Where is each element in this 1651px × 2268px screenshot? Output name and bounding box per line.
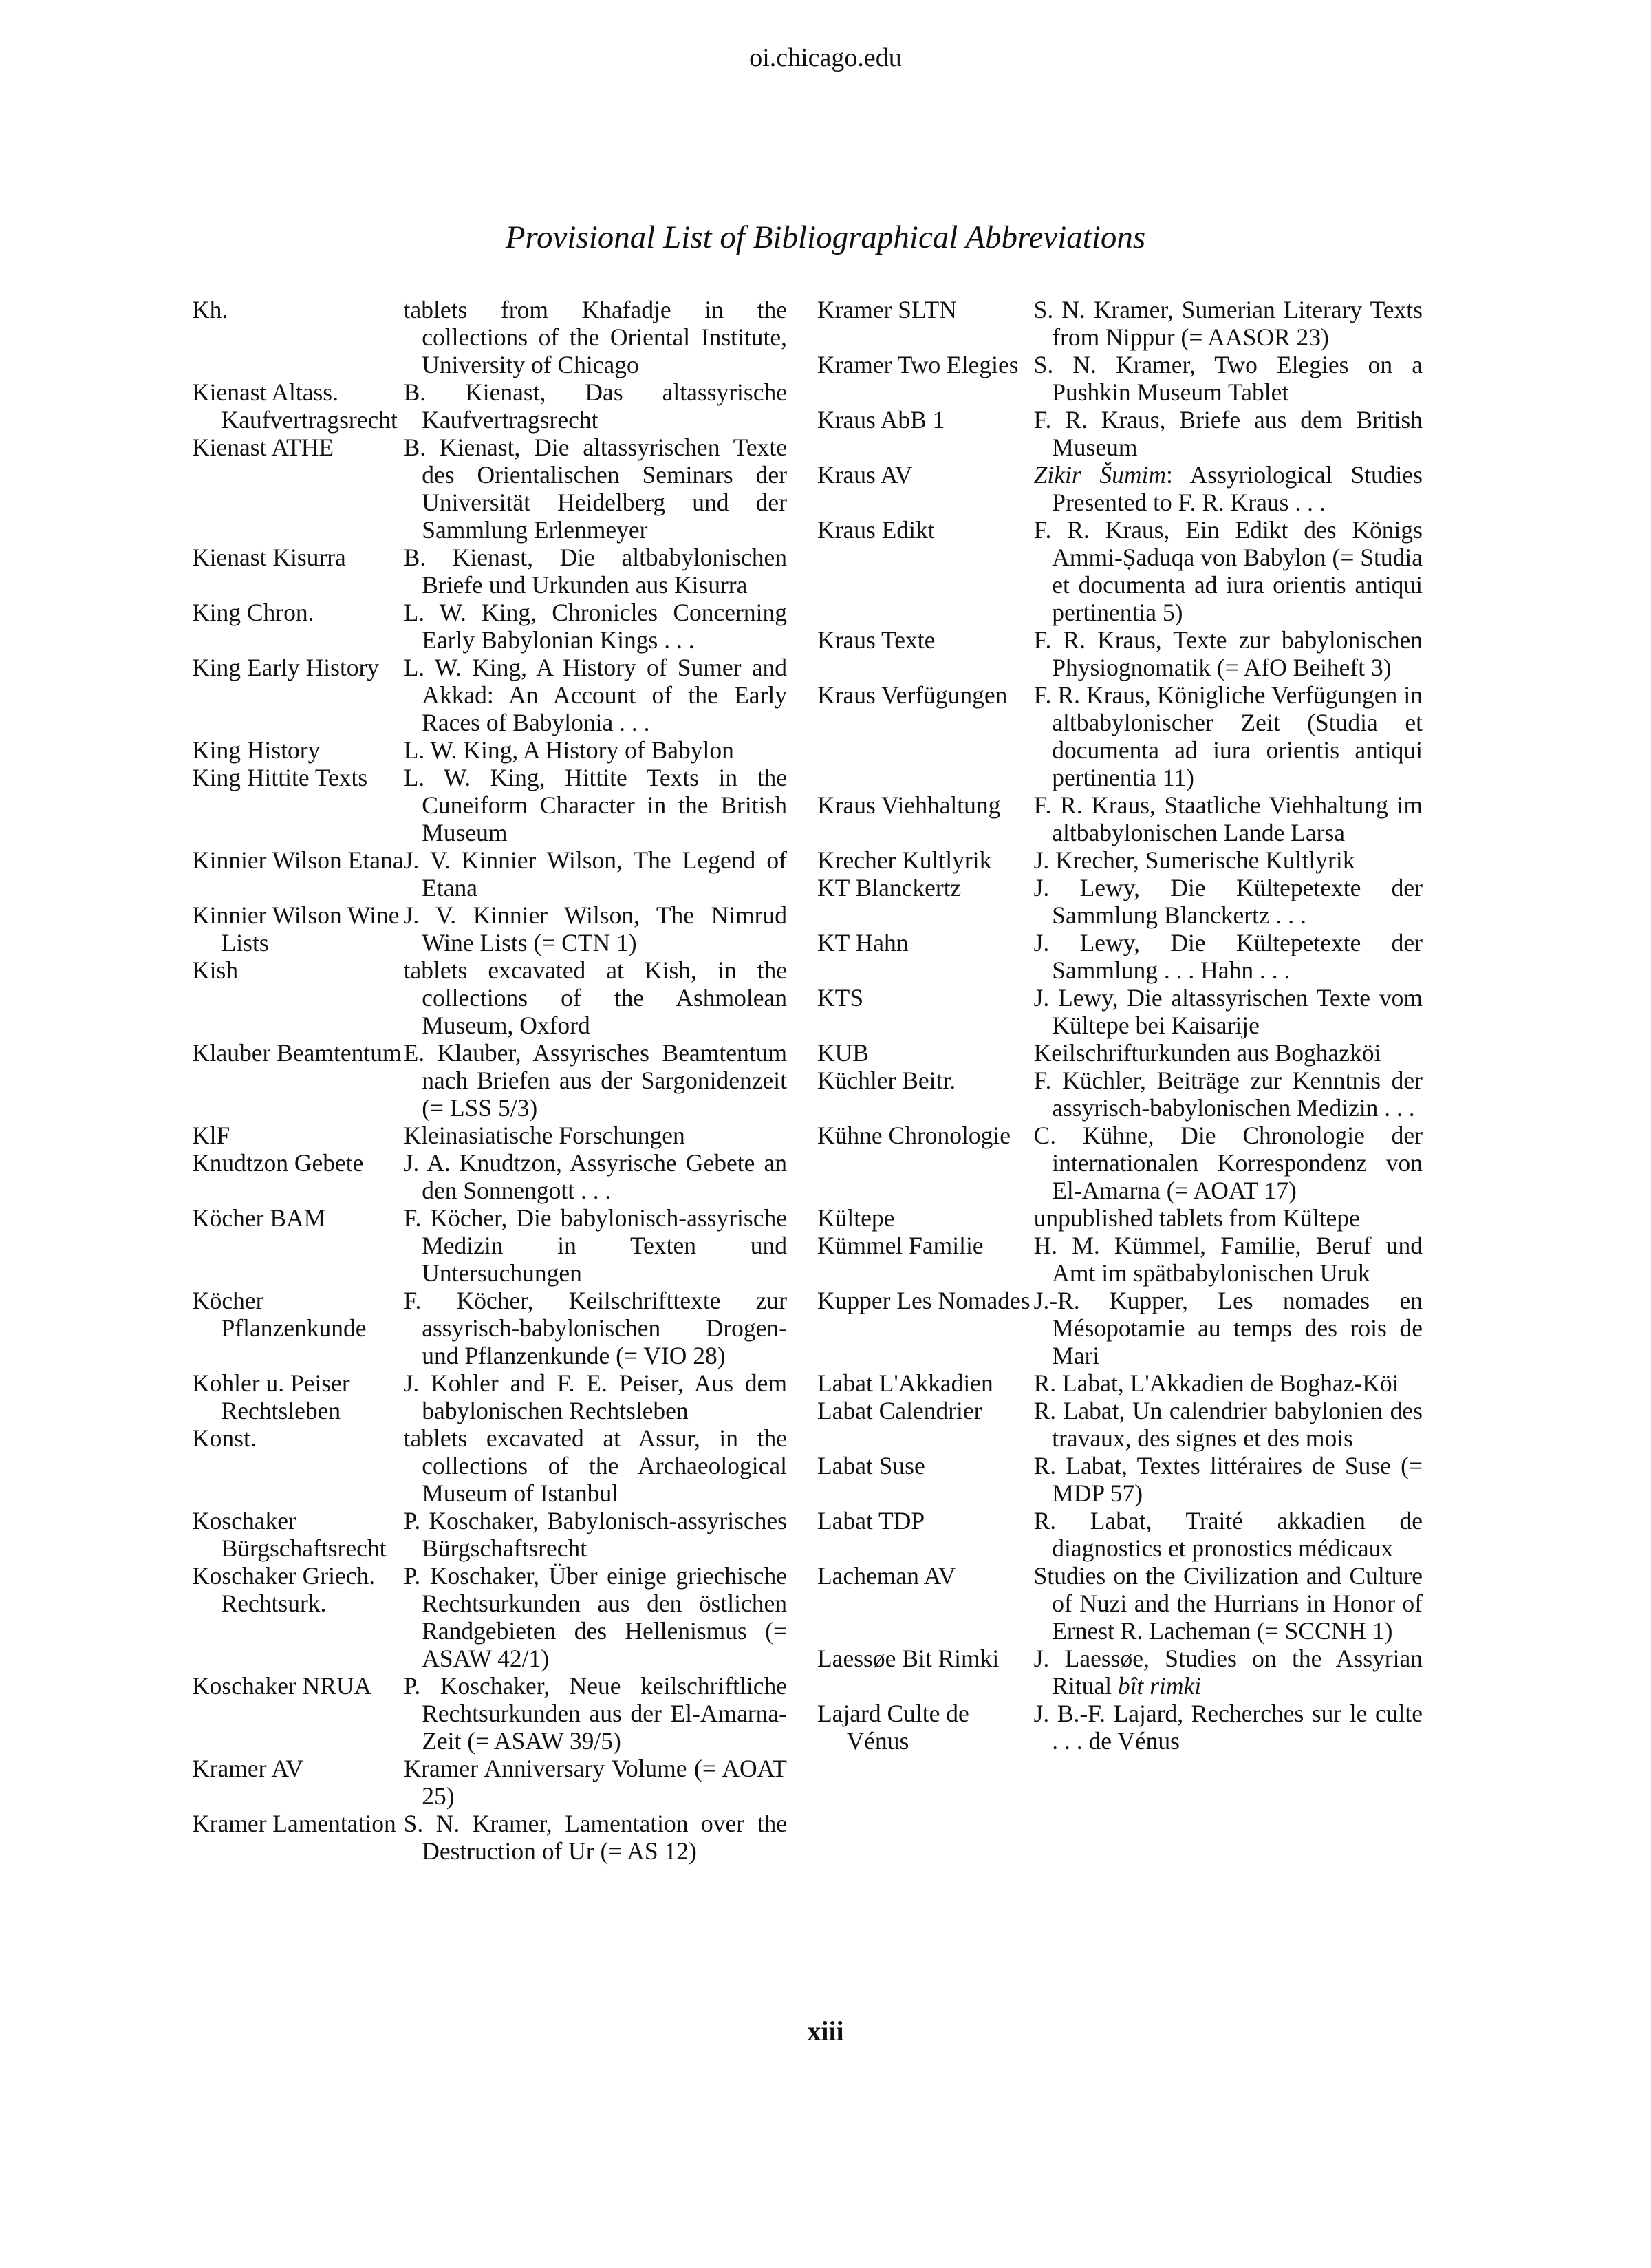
list-item — [817, 406, 1423, 461]
entry-desc: R. Labat, Traité akkadien de diagnostics et pronostics médicaux — [1033, 1507, 1423, 1562]
list-item — [817, 351, 1423, 406]
entry-desc: Studies on the Civilization and Culture of Nuzi and the Hurrians in Honor of Ernest R. Lacheman (= SCCNH 1) — [1033, 1562, 1423, 1645]
list-item — [817, 516, 1423, 626]
entry-desc: J. Lewy, Die altassyrischen Texte vom Kültepe bei Kaisarije — [1033, 984, 1423, 1039]
entry-abbr: Kraus AV — [817, 461, 913, 489]
entry-desc: F. R. Kraus, Texte zur babylonischen Physiognomatik (= AfO Beiheft 3) — [1033, 626, 1423, 681]
list-item — [192, 1122, 787, 1149]
entry-desc: F. Köcher, Keilschrifttexte zur assyrisch-babylonischen Drogen- und Pflanzenkunde (= VIO 28) — [403, 1287, 787, 1369]
entry-desc: P. Koschaker, Neue keilschriftliche Rechtsurkunden aus der El-Amarna-Zeit (= ASAW 39/5) — [403, 1672, 787, 1755]
entry-desc: C. Kühne, Die Chronologie der internationalen Korrespondenz von El-Amarna (= AOAT 17) — [1033, 1122, 1423, 1204]
site-header: oi.chicago.edu — [749, 43, 902, 72]
right-column — [817, 296, 1423, 1755]
entry-abbr: Küchler Beitr. — [817, 1067, 956, 1094]
list-item — [817, 626, 1423, 681]
entry-abbr: Lajard Culte de Vénus — [817, 1700, 969, 1755]
list-item — [192, 1204, 787, 1287]
entry-desc: R. Labat, L'Akkadien de Boghaz-Köi — [1033, 1369, 1399, 1397]
list-item — [817, 929, 1423, 984]
list-item — [817, 1562, 1423, 1645]
entry-desc: P. Koschaker, Über einige griechische Rechtsurkunden aus den östlichen Randgebieten des Hellenismus (= ASAW 42/1) — [403, 1562, 787, 1672]
list-item — [192, 956, 787, 1039]
entry-desc: J. Krecher, Sumerische Kultlyrik — [1033, 846, 1355, 874]
list-item — [817, 1645, 1423, 1700]
entry-abbr: Laessøe Bit Rimki — [817, 1645, 1000, 1672]
entry-abbr: KTS — [817, 984, 864, 1012]
list-item — [192, 764, 787, 846]
entry-desc: Kramer Anniversary Volume (= AOAT 25) — [403, 1755, 787, 1810]
entry-abbr: Klauber Beamtentum — [192, 1039, 402, 1067]
entry-abbr: Köcher Pflanzenkunde — [192, 1287, 367, 1342]
entry-abbr: Kh. — [192, 296, 228, 323]
list-item — [817, 1232, 1423, 1287]
entry-desc: J. V. Kinnier Wilson, The Nimrud Wine Lists (= CTN 1) — [403, 901, 787, 956]
entry-abbr: Lacheman AV — [817, 1562, 956, 1590]
list-item — [192, 1507, 787, 1562]
entry-desc: R. Labat, Textes littéraires de Suse (= MDP 57) — [1033, 1452, 1423, 1507]
entry-desc: E. Klauber, Assyrisches Beamtentum nach Briefen aus der Sargonidenzeit (= LSS 5/3) — [403, 1039, 787, 1122]
left-column — [192, 296, 787, 1865]
list-item — [192, 1424, 787, 1507]
entry-abbr: Kültepe — [817, 1204, 895, 1232]
entry-abbr: KUB — [817, 1039, 869, 1067]
page-title: Provisional List of Bibliographical Abbreviations — [505, 220, 1146, 255]
entry-desc: Kleinasiatische Forschungen — [403, 1122, 685, 1149]
entry-abbr: Labat Calendrier — [817, 1397, 982, 1424]
entry-abbr: Labat TDP — [817, 1507, 925, 1534]
entry-desc: F. R. Kraus, Briefe aus dem British Museum — [1033, 406, 1423, 461]
entry-abbr: Köcher BAM — [192, 1204, 326, 1232]
entry-desc: B. Kienast, Die altassyrischen Texte des Orientalischen Seminars der Universität Heidelberg und der Sammlung Erlenmeyer — [403, 434, 787, 544]
entry-abbr: Labat L'Akkadien — [817, 1369, 993, 1397]
entry-abbr: Kupper Les Nomades — [817, 1287, 1030, 1314]
entry-desc: tablets excavated at Assur, in the collections of the Archaeological Museum of Istanbul — [403, 1424, 787, 1507]
list-item — [192, 1810, 787, 1865]
list-item — [817, 1507, 1423, 1562]
list-item — [192, 1369, 787, 1424]
entry-desc: F. Köcher, Die babylonisch-assyrische Medizin in Texten und Untersuchungen — [403, 1204, 787, 1287]
entry-desc: J. Lewy, Die Kültepetexte der Sammlung . . . Hahn . . . — [1033, 929, 1423, 984]
entry-abbr: Koschaker Bürgschaftsrecht — [192, 1507, 387, 1562]
entry-abbr: Kraus Texte — [817, 626, 936, 654]
list-item — [817, 984, 1423, 1039]
entry-desc: R. Labat, Un calendrier babylonien des travaux, des signes et des mois — [1033, 1397, 1423, 1452]
list-item — [817, 681, 1423, 791]
list-item — [817, 1287, 1423, 1369]
entry-abbr: Kramer SLTN — [817, 296, 957, 323]
entry-abbr: King Hittite Texts — [192, 764, 368, 791]
entry-abbr: Kraus Verfügungen — [817, 681, 1008, 709]
entry-abbr: Kümmel Familie — [817, 1232, 984, 1259]
entry-desc: J. B.-F. Lajard, Recherches sur le culte . . . de Vénus — [1033, 1700, 1423, 1755]
entry-desc-italic: bît rimki — [1117, 1672, 1202, 1700]
entry-abbr: Kinnier Wilson Wine Lists — [192, 901, 400, 956]
entry-abbr: Kramer Lamentation — [192, 1810, 396, 1837]
entry-abbr: Kramer Two Elegies — [817, 351, 1019, 378]
entry-abbr: KT Hahn — [817, 929, 909, 956]
entry-abbr: King Chron. — [192, 599, 314, 626]
entry-abbr: KlF — [192, 1122, 230, 1149]
entry-desc: L. W. King, Chronicles Concerning Early Babylonian Kings . . . — [403, 599, 787, 654]
entry-abbr: Koschaker Griech. Rechtsurk. — [192, 1562, 376, 1617]
entry-abbr: Kühne Chronologie — [817, 1122, 1011, 1149]
entry-desc: J. V. Kinnier Wilson, The Legend of Etana — [403, 846, 787, 901]
entry-abbr: Kohler u. Peiser Rechtsleben — [192, 1369, 350, 1424]
entry-desc: L. W. King, Hittite Texts in the Cuneiform Character in the British Museum — [403, 764, 787, 846]
list-item — [192, 1672, 787, 1755]
entry-abbr: Kienast Kisurra — [192, 544, 346, 571]
entry-desc: L. W. King, A History of Sumer and Akkad: An Account of the Early Races of Babylonia . . . — [403, 654, 787, 736]
entry-desc: P. Koschaker, Babylonisch-assyrisches Bürgschaftsrecht — [403, 1507, 787, 1562]
list-item — [192, 654, 787, 736]
list-item — [192, 1149, 787, 1204]
list-item — [817, 874, 1423, 929]
entry-desc: F. R. Kraus, Königliche Verfügungen in altbabylonischer Zeit (Studia et documenta ad iura orientis antiqui pertinentia 11) — [1033, 681, 1423, 791]
entry-abbr: Labat Suse — [817, 1452, 925, 1479]
entry-desc-text: : Assyriological Studies Presented to F. R. Kraus . . . — [1052, 461, 1423, 516]
list-item — [817, 1067, 1423, 1122]
entry-abbr: KT Blanckertz — [817, 874, 962, 901]
list-item — [192, 736, 787, 764]
entry-abbr: Kish — [192, 956, 239, 984]
entry-abbr: King History — [192, 736, 321, 764]
entry-desc — [1034, 1645, 1423, 1700]
entry-desc: F. R. Kraus, Staatliche Viehhaltung im altbabylonischen Lande Larsa — [1033, 791, 1423, 846]
list-item — [817, 1039, 1423, 1067]
entry-desc: S. N. Kramer, Sumerian Literary Texts from Nippur (= AASOR 23) — [1033, 296, 1423, 351]
list-item — [817, 461, 1423, 516]
entry-abbr: Konst. — [192, 1424, 257, 1452]
list-item — [192, 846, 787, 901]
entry-desc: J.-R. Kupper, Les nomades en Mésopotamie au temps des rois de Mari — [1033, 1287, 1423, 1369]
entry-abbr: Kraus Viehhaltung — [817, 791, 1001, 819]
list-item — [817, 1122, 1423, 1204]
entry-abbr: Kraus AbB 1 — [817, 406, 945, 434]
entry-desc-italic: Zikir Šumim — [1033, 461, 1167, 489]
entry-desc: B. Kienast, Die altbabylonischen Briefe und Urkunden aus Kisurra — [403, 544, 787, 599]
entry-abbr: Kienast Altass. Kaufvertragsrecht — [192, 378, 398, 434]
list-item — [192, 1562, 787, 1672]
list-item — [192, 901, 787, 956]
entry-desc-text: J. Laessøe, Studies on the Assyrian Ritual — [1033, 1645, 1423, 1700]
entry-desc: J. Kohler and F. E. Peiser, Aus dem babylonischen Rechtsleben — [403, 1369, 787, 1424]
list-item — [192, 1287, 787, 1369]
entry-desc — [1034, 461, 1423, 516]
entry-desc: S. N. Kramer, Lamentation over the Destruction of Ur (= AS 12) — [403, 1810, 787, 1865]
entry-desc: tablets from Khafadje in the collections of the Oriental Institute, University of Chicago — [403, 296, 787, 378]
entry-abbr: Koschaker NRUA — [192, 1672, 372, 1700]
entry-desc: S. N. Kramer, Two Elegies on a Pushkin Museum Tablet — [1033, 351, 1423, 406]
entry-desc: unpublished tablets from Kültepe — [1033, 1204, 1360, 1232]
entry-desc: B. Kienast, Das altassyrische Kaufvertragsrecht — [403, 378, 787, 434]
entry-desc: Keilschrifturkunden aus Boghazköi — [1033, 1039, 1381, 1067]
entry-abbr: Kienast ATHE — [192, 434, 334, 461]
entry-abbr: Kinnier Wilson Etana — [192, 846, 404, 874]
page-number: xiii — [807, 2015, 844, 2046]
entry-desc: F. Küchler, Beiträge zur Kenntnis der assyrisch-babylonischen Medizin . . . — [1033, 1067, 1423, 1122]
list-item — [192, 599, 787, 654]
entry-desc: J. A. Knudtzon, Assyrische Gebete an den Sonnengott . . . — [403, 1149, 787, 1204]
list-item — [817, 1369, 1423, 1397]
list-item — [192, 1755, 787, 1810]
entry-desc: H. M. Kümmel, Familie, Beruf und Amt im spätbabylonischen Uruk — [1033, 1232, 1423, 1287]
list-item — [817, 1452, 1423, 1507]
list-item — [192, 378, 787, 434]
entry-abbr: Kraus Edikt — [817, 516, 935, 544]
list-item — [192, 544, 787, 599]
entry-abbr: Krecher Kultlyrik — [817, 846, 992, 874]
entry-desc: F. R. Kraus, Ein Edikt des Königs Ammi-Ṣaduqa von Babylon (= Studia et documenta ad iura orientis antiqui pertinentia 5) — [1033, 516, 1423, 626]
list-item — [817, 791, 1423, 846]
list-item — [817, 846, 1423, 874]
list-item — [192, 434, 787, 544]
entry-abbr: Kramer AV — [192, 1755, 304, 1782]
entry-desc: tablets excavated at Kish, in the collections of the Ashmolean Museum, Oxford — [403, 956, 787, 1039]
list-item — [192, 1039, 787, 1122]
entry-desc: L. W. King, A History of Babylon — [403, 736, 734, 764]
list-item — [817, 1204, 1423, 1232]
list-item — [192, 296, 787, 378]
list-item — [817, 296, 1423, 351]
entry-abbr: King Early History — [192, 654, 380, 681]
list-item — [817, 1700, 1423, 1755]
entry-desc: J. Lewy, Die Kültepetexte der Sammlung Blanckertz . . . — [1033, 874, 1423, 929]
entry-abbr: Knudtzon Gebete — [192, 1149, 364, 1177]
list-item — [817, 1397, 1423, 1452]
